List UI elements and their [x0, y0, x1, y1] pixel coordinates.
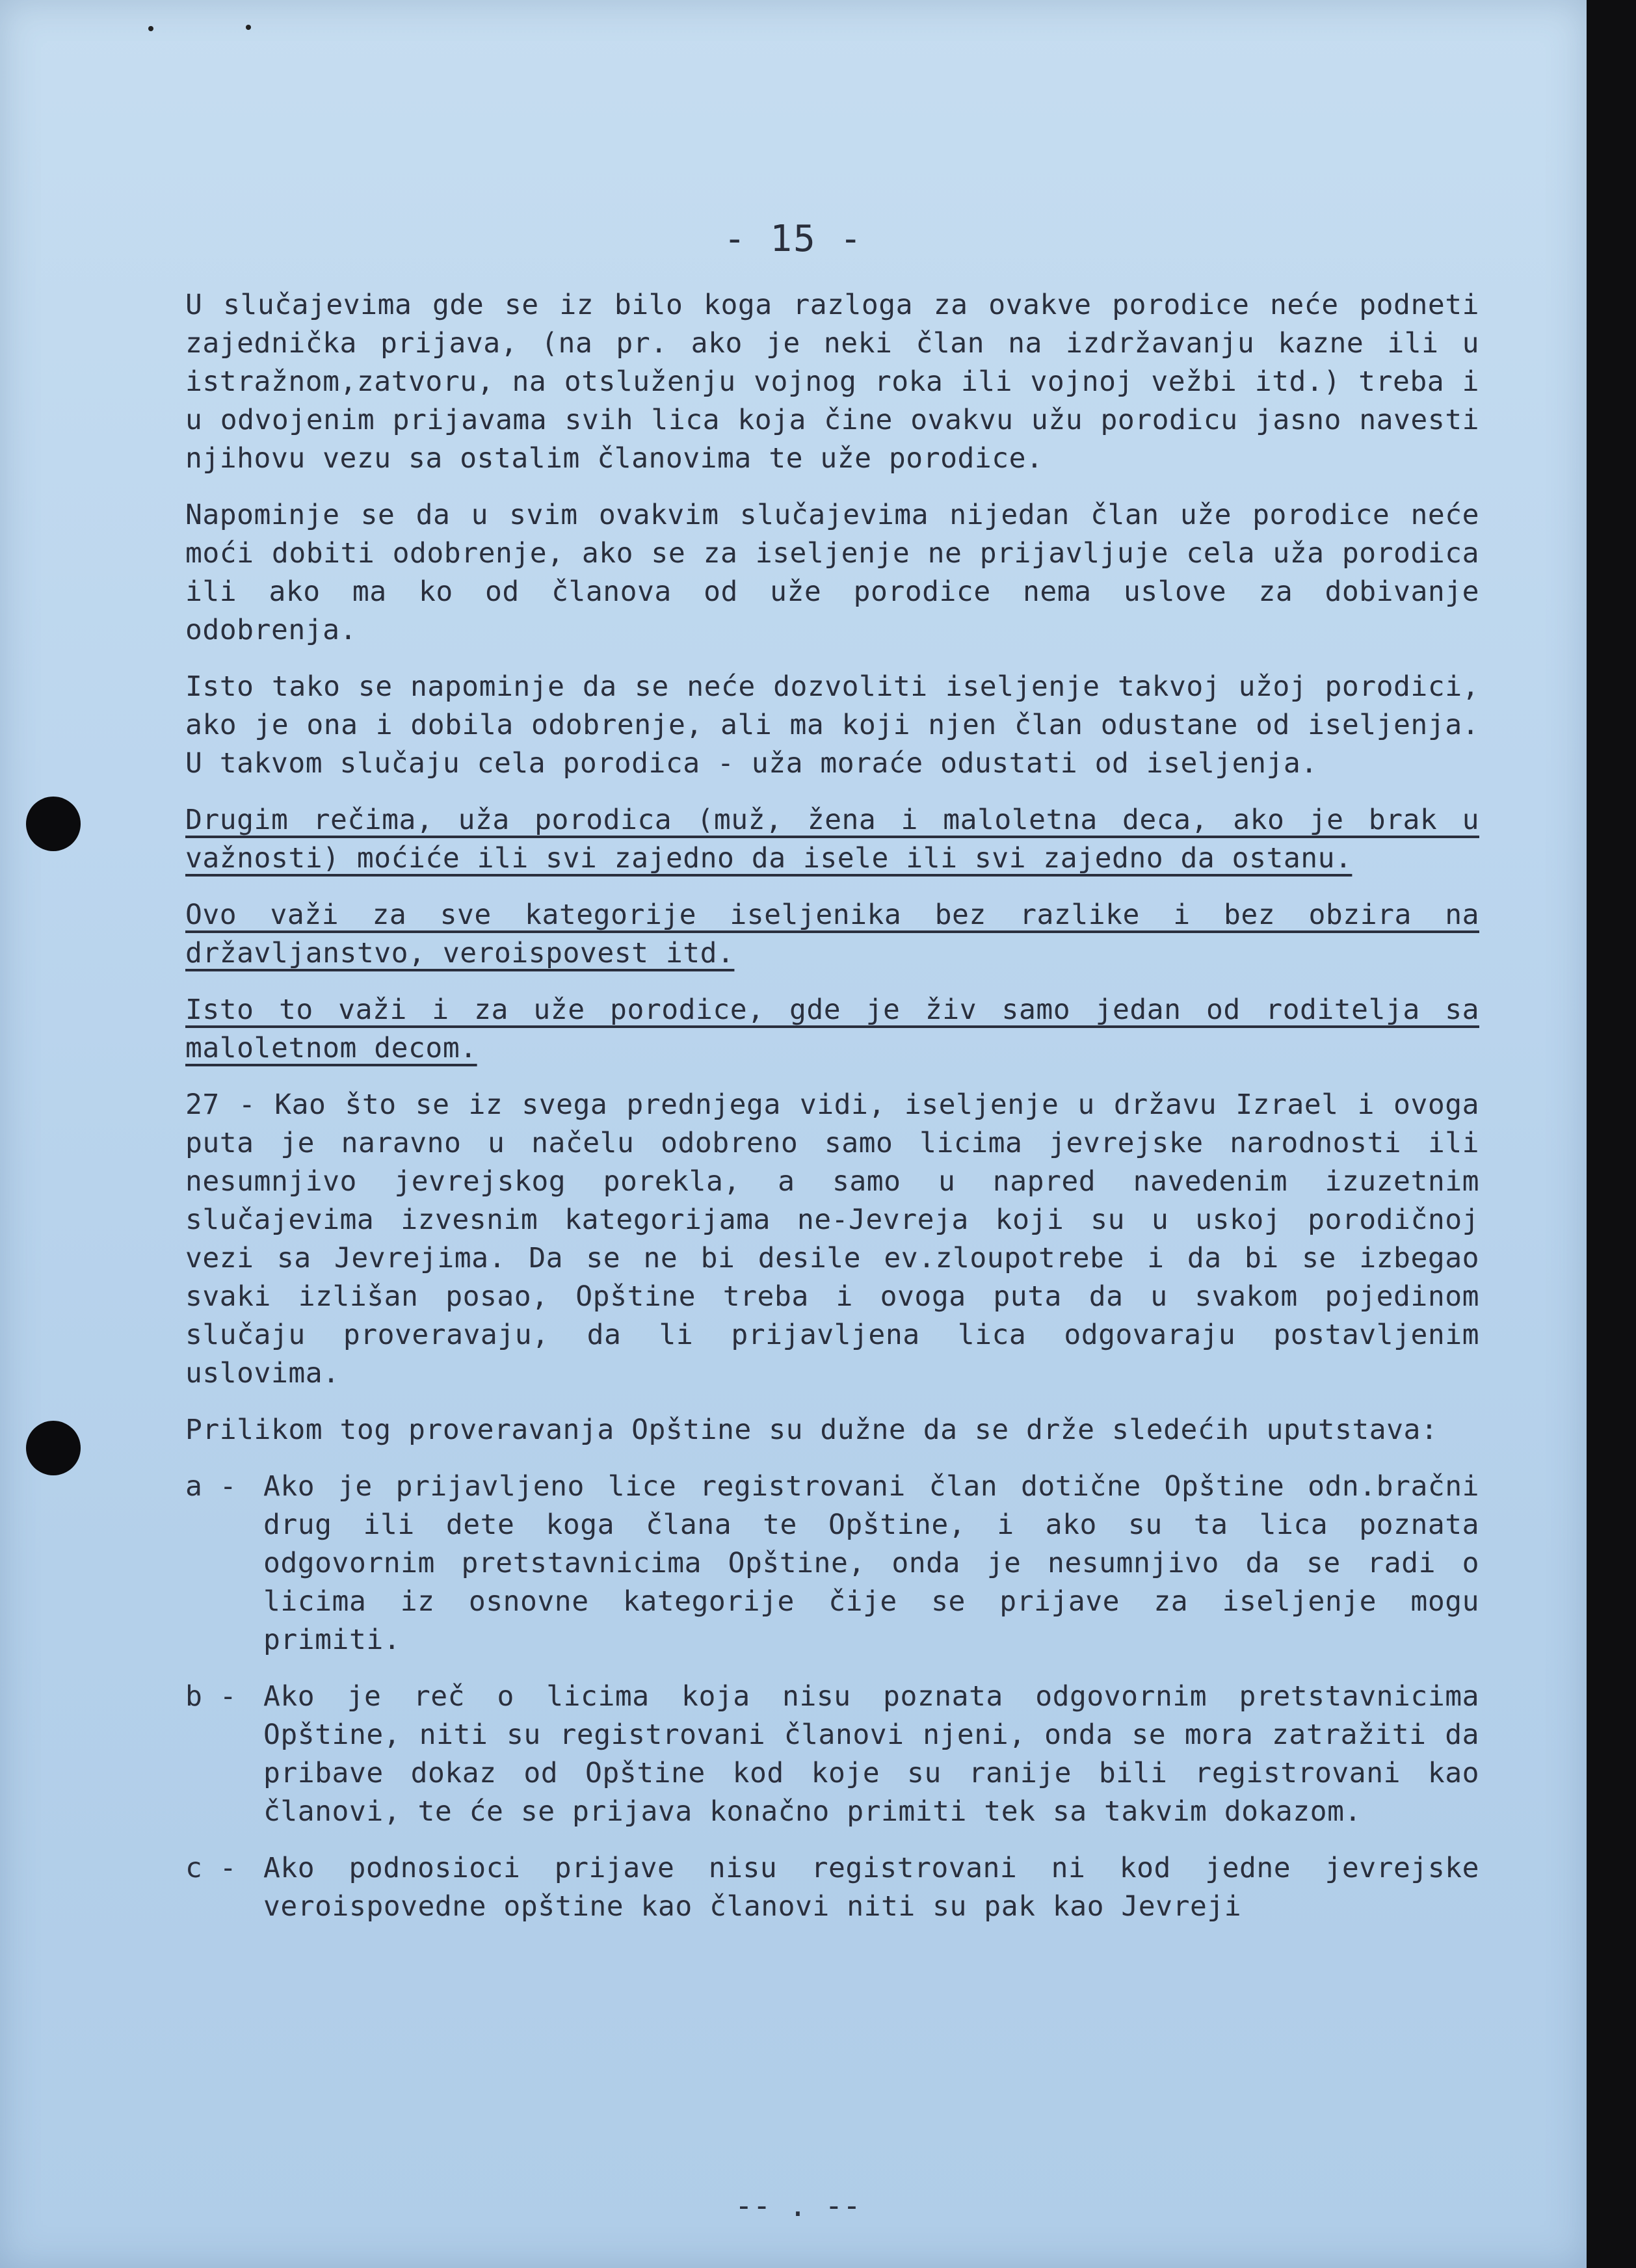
ink-speck — [148, 26, 153, 31]
paragraph: U slučajevima gde se iz bilo koga razloga za ovakve porodice neće podneti zajednička prijava, (na pr. ako je neki član na izdržavanju kazne ili u istražnom,zatvoru, na otsluženju vojnog roka ili vojnoj vežbi itd.) treba i u odvojenim prijavama svih lica koja čine ovakvu užu porodicu jasno navesti njihovu vezu sa ostalim članovima te uže porodice. — [185, 289, 1479, 475]
list-item-label: a - — [185, 1470, 237, 1503]
paragraph: Isto tako se napominje da se neće dozvoliti iseljenje takvoj užoj porodici, ako je ona i dobila odobrenje, ali ma koji njen član odustane od iseljenja. U takvom slučaju cela porodica - uža moraće odustati od iseljenja. — [185, 670, 1479, 780]
document-body — [185, 286, 1479, 1944]
page-number: - 15 - — [723, 218, 864, 260]
list-item — [185, 1468, 1479, 1659]
list-item-text: Ako je prijavljeno lice registrovani član dotične Opštine odn.bračni drug ili dete koga člana te Opštine, i ako su ta lica poznata odgovornim pretstavnicima Opštine, onda je nesumnjivo da se radi o licima iz osnovne kategorije čije se prijave za iseljenje mogu primiti. — [263, 1470, 1479, 1656]
list-item-label: c - — [185, 1852, 237, 1884]
list-item — [185, 1678, 1479, 1831]
list-item-text: Ako podnosioci prijave nisu registrovani ni kod jedne jevrejske veroispovedne opštine kao članovi niti su pak kao Jevreji — [263, 1852, 1479, 1923]
paragraph: Napominje se da u svim ovakvim slučajevima nijedan član uže porodice neće moći dobiti odobrenje, ako se za iseljenje ne prijavljuje cela uža porodica ili ako ma ko od članova od uže porodice nema uslove za dobivanje odobrenja. — [185, 499, 1479, 646]
paragraph: Prilikom tog proveravanja Opštine su dužne da se drže sledećih uputstava: — [185, 1414, 1438, 1446]
punch-hole — [26, 797, 81, 851]
ink-speck — [246, 25, 251, 30]
list-item-text: Ako je reč o licima koja nisu poznata odgovornim pretstavnicima Opštine, niti su registrovani članovi njeni, onda se mora zatražiti da pribave dokaz od Opštine kod koje su ranije bili registrovani kao članovi, te će se prijava konačno primiti tek sa takvim dokazom. — [263, 1680, 1479, 1828]
underlined-paragraph: Ovo važi za sve kategorije iseljenika bez razlike i bez obzira na državljanstvo, veroispovest itd. — [185, 899, 1479, 969]
list-item-label: b - — [185, 1680, 237, 1713]
punch-hole — [26, 1421, 81, 1475]
underlined-paragraph: Drugim rečima, uža porodica (muž, žena i maloletna deca, ako je brak u važnosti) moćiće ili svi zajedno da isele ili svi zajedno da ostanu. — [185, 804, 1479, 875]
underlined-paragraph: Isto to važi i za uže porodice, gde je živ samo jedan od roditelja sa maloletnom decom. — [185, 994, 1479, 1064]
paragraph-section-27: 27 - Kao što se iz svega prednjega vidi, iseljenje u državu Izrael i ovoga puta je naravno u načelu odobreno samo licima jevrejske narodnosti ili nesumnjivo jevrejskog porekla, a samo u napred navedenim izuzetnim slučajevima izvesnim kategorijama ne-Jevreja koji su u uskoj porodičnoj vezi sa Jevrejima. Da se ne bi desile ev.zloupotrebe i da bi se izbegao svaki izlišan posao, Opštine treba i ovoga puta da u svakom pojedinom slučaju proveravaju, da li prijavljena lica odgovaraju postavljenim uslovima. — [185, 1088, 1479, 1390]
continuation-mark: -- . -- — [735, 2188, 861, 2223]
list-item — [185, 1849, 1479, 1926]
